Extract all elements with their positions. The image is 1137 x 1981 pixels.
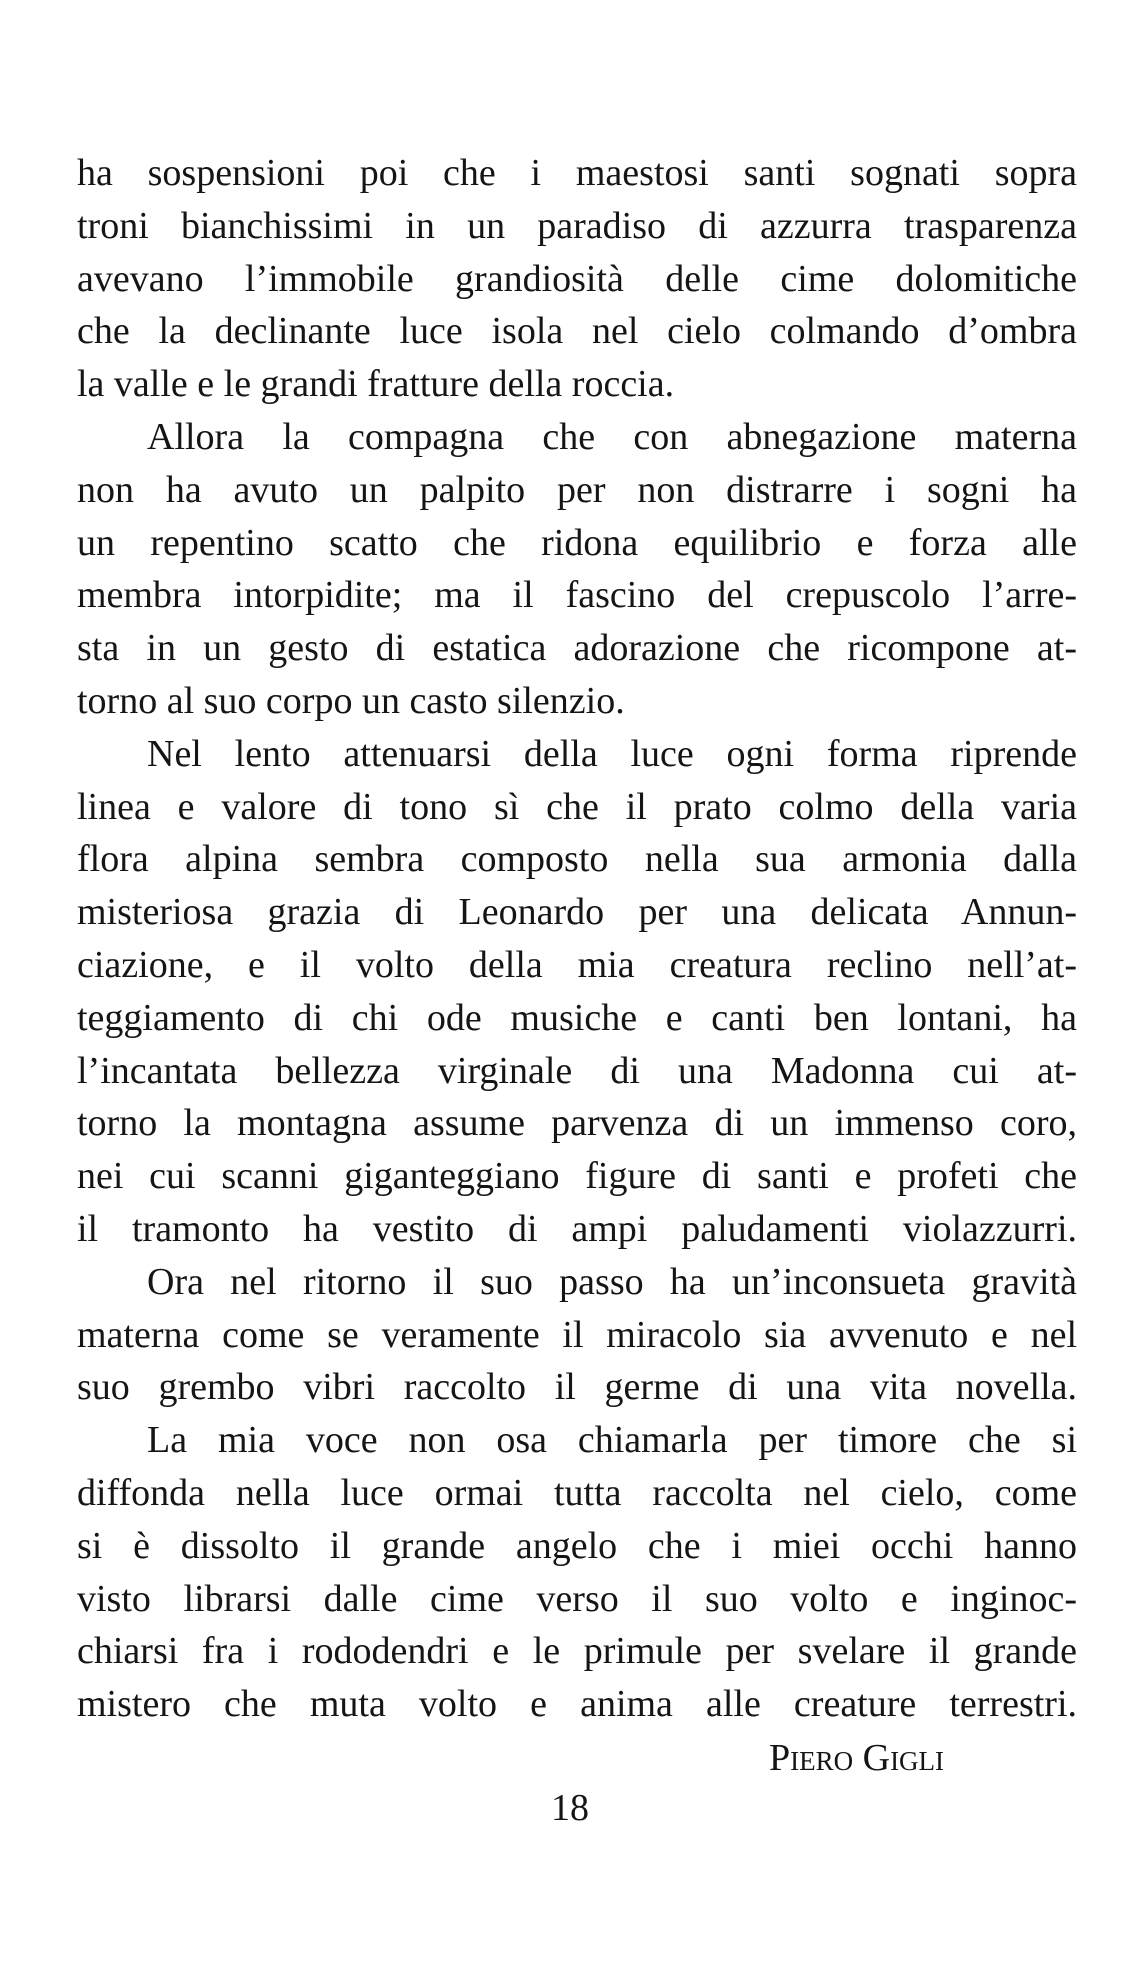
paragraph (77, 147, 1077, 411)
text-line: che la declinante luce isola nel cielo colmando d’ombra (77, 310, 1077, 353)
text-line: avevano l’immobile grandiosità delle cime dolomitiche (77, 257, 1077, 300)
text-line: mistero che muta volto e anima alle creature terrestri. (77, 1683, 1077, 1726)
text-line: sta in un gesto di estatica adorazione che ricompone at- (77, 627, 1077, 670)
text-line: nei cui scanni giganteggiano figure di santi e profeti che (77, 1155, 1077, 1198)
text-line: torno la montagna assume parvenza di un immenso coro, (77, 1102, 1077, 1145)
text-line: diffonda nella luce ormai tutta raccolta nel cielo, come (77, 1471, 1077, 1514)
text-line: visto librarsi dalle cime verso il suo volto e inginoc- (77, 1577, 1077, 1620)
paragraph (77, 411, 1077, 728)
author-signature: Piero Gigli (769, 1737, 945, 1779)
text-line: Allora la compagna che con abnegazione materna (147, 415, 1077, 458)
text-line: l’incantata bellezza virginale di una Madonna cui at- (77, 1049, 1077, 1092)
body-text (77, 147, 1077, 1731)
text-line: suo grembo vibri raccolto il germe di una vita novella. (77, 1366, 1077, 1409)
text-line: un repentino scatto che ridona equilibrio e forza alle (77, 521, 1077, 564)
text-line: troni bianchissimi in un paradiso di azzurra trasparenza (77, 204, 1077, 247)
text-line: misteriosa grazia di Leonardo per una delicata Annun- (77, 891, 1077, 934)
page-number: 18 (551, 1787, 589, 1829)
text-line: La mia voce non osa chiamarla per timore che si (147, 1419, 1077, 1462)
text-line: non ha avuto un palpito per non distrarre i sogni ha (77, 468, 1077, 511)
text-line: ciazione, e il volto della mia creatura reclino nell’at- (77, 943, 1077, 986)
text-line: materna come se veramente il miracolo sia avvenuto e nel (77, 1313, 1077, 1356)
text-line: teggiamento di chi ode musiche e canti ben lontani, ha (77, 996, 1077, 1039)
paragraph (77, 1256, 1077, 1414)
text-line: torno al suo corpo un casto silenzio. (77, 679, 625, 722)
text-line: flora alpina sembra composto nella sua armonia dalla (77, 838, 1077, 881)
text-line: membra intorpidite; ma il fascino del crepuscolo l’arre- (77, 574, 1077, 617)
text-line: si è dissolto il grande angelo che i miei occhi hanno (77, 1524, 1077, 1567)
text-line: Nel lento attenuarsi della luce ogni forma riprende (147, 732, 1077, 775)
paragraph (77, 1414, 1077, 1731)
text-line: ha sospensioni poi che i maestosi santi sognati sopra (77, 152, 1077, 194)
text-line: linea e valore di tono sì che il prato colmo della varia (77, 785, 1077, 828)
paragraph (77, 728, 1077, 1256)
text-line: Ora nel ritorno il suo passo ha un’inconsueta gravità (147, 1260, 1077, 1303)
text-line: il tramonto ha vestito di ampi paludamenti violazzurri. (77, 1207, 1077, 1250)
text-line: chiarsi fra i rododendri e le primule per svelare il grande (77, 1630, 1077, 1673)
text-line: la valle e le grandi fratture della roccia. (77, 363, 675, 406)
